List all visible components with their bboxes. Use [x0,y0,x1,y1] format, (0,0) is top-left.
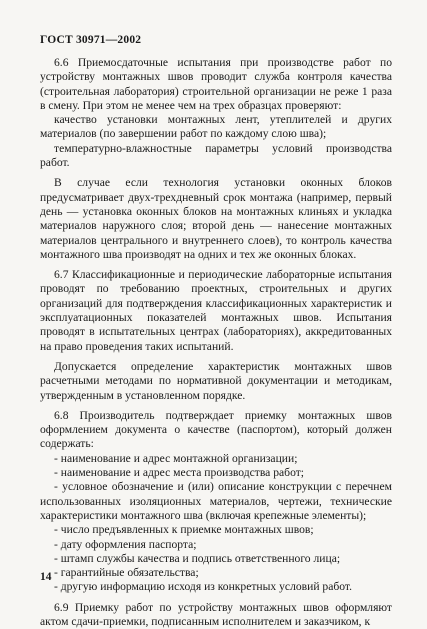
paragraph-calculation-methods: Допускается определение характеристик монтажных швов расчетными методами по нормативной документации и методикам, утвержденным в установленном порядке. [40,359,392,402]
paragraph-check-installation: качество установки монтажных лент, утеплителей и других материалов (по завершении работ по каждому слою шва); [40,113,392,141]
paragraph-6-9: 6.9 Приемку работ по устройству монтажных швов оформляют актом сдачи-приемки, подписанным исполнителем и заказчиком, к [40,600,392,628]
paragraph-6-6: 6.6 Приемосдаточные испытания при производстве работ по устройству монтажных швов проводит служба контроля качества (строительная лаборатория) строительной организации не реже 1 раза в смену. При этом не менее чем на трех образцах проверяют: [40,56,392,112]
paragraph-multi-day-installation: В случае если технология установки оконных блоков предусматривает двух-трехдневный срок монтажа (например, первый день — установка оконных блоков на монтажных клиньях и укладка материалов наружного слоя; второй день — нанесение монтажных материалов центрального и внутреннего слоев), то контроль качества монтажного шва производят на одних и тех же оконных блоках. [40,176,392,261]
document-header: ГОСТ 30971—2002 [40,34,142,46]
list-item-other-info: - другую информацию исходя из конкретных условий работ. [54,580,353,594]
paragraph-6-7: 6.7 Классификационные и периодические лабораторные испытания проводят по требованию проектных, строительных и других организаций для подтверждения классификационных характеристик и эксплуатационных показателей монтажных швов. Испытания проводят в испытательных центрах (лабораториях), аккредитованных на право проведения таких испытаний. [40,268,392,353]
list-item-construction-description: - условное обозначение и (или) описание конструкции с перечнем использованных изоляционных материалов, чертежи, технические характеристики монтажного шва (включая крепежные элементы); [40,480,392,522]
paragraph-check-conditions: температурно-влажностные параметры условий производства работ. [40,141,392,170]
list-item-passport-date: - дату оформления паспорта; [54,537,197,551]
list-item-work-site: - наименование и адрес места производства работ; [54,466,305,480]
list-item-seam-count: - число предъявленных к приемке монтажных швов; [54,523,314,537]
list-item-quality-stamp: - штамп службы качества и подпись ответственного лица; [54,551,341,565]
list-item-organization: - наименование и адрес монтажной организации; [54,451,298,465]
document-body [40,56,392,629]
paragraph-6-8: 6.8 Производитель подтверждает приемку монтажных швов оформлением документа о качестве (паспортом), который должен содержать: [40,408,392,451]
page-number: 14 [40,571,52,583]
list-item-warranty: - гарантийные обязательства; [54,566,199,580]
